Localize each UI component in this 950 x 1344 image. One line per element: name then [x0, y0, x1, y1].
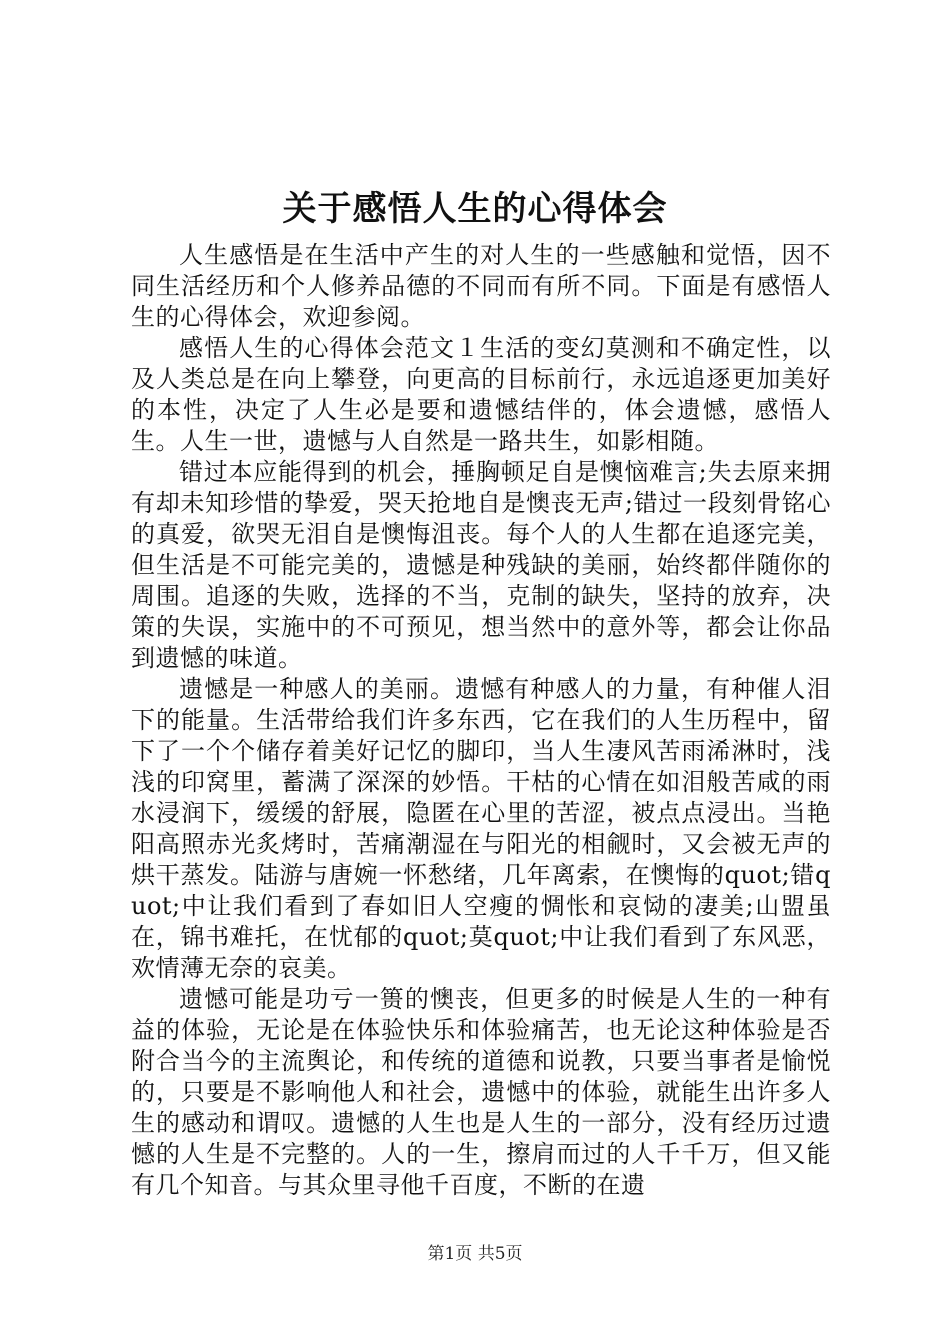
page-number-footer: 第1页 共5页: [427, 1244, 523, 1264]
paragraph-intro: 人生感悟是在生活中产生的对人生的一些感触和觉悟，因不同生活经历和个人修养品德的不同而有所不同。下面是有感悟人生的心得体会，欢迎参阅。: [131, 241, 831, 331]
document-body: [131, 240, 831, 1201]
paragraph-regret-experience: 遗憾可能是功亏一篑的懊丧，但更多的时候是人生的一种有益的体验，无论是在体验快乐和体验痛苦，也无论这种体验是否附合当今的主流舆论，和传统的道德和说教，只要当事者是愉悦的，只要是不影响他人和社会，遗憾中的体验，就能生出许多人生的感动和谓叹。遗憾的人生也是人生的一部分，没有经历过遗憾的人生是不完整的。人的一生，擦肩而过的人千千万，但又能有几个知音。与其众里寻他千百度，不断的在遗: [131, 985, 831, 1199]
paragraph-missed-chances: 错过本应能得到的机会，捶胸顿足自是懊恼难言;失去原来拥有却未知珍惜的挚爱，哭天抢地自是懊丧无声;错过一段刻骨铭心的真爱，欲哭无泪自是懊悔沮丧。每个人的人生都在追逐完美，但生活是不可能完美的，遗憾是种残缺的美丽，始终都伴随你的周围。追逐的失败，选择的不当，克制的缺失，坚持的放弃，决策的失误，实施中的不可预见，想当然中的意外等，都会让你品到遗憾的味道。: [131, 458, 831, 672]
paragraph-regret-beauty: 遗憾是一种感人的美丽。遗憾有种感人的力量，有种催人泪下的能量。生活带给我们许多东西，它在我们的人生历程中，留下了一个个储存着美好记忆的脚印，当人生凄风苦雨浠淋时，浅浅的印窝里，蓄满了深深的妙悟。干枯的心情在如泪般苦咸的雨水浸润下，缓缓的舒展，隐匿在心里的苦涩，被点点浸出。当艳阳高照赤光炙烤时，苦痛潮湿在与阳光的相觎时，又会被无声的烘干蒸发。陆游与唐婉一怀愁绪，几年离索，在懊悔的quot;错quot;中让我们看到了春如旧人空瘦的惆怅和哀恸的凄美;山盟虽在，锦书难托，在忧郁的quot;莫quot;中让我们看到了东风恶，欢情薄无奈的哀美。: [131, 675, 831, 982]
document-title: 关于感悟人生的心得体会: [282, 189, 668, 229]
paragraph-sample-1: 感悟人生的心得体会范文１生活的变幻莫测和不确定性，以及人类总是在向上攀登，向更高的目标前行，永远追逐更加美好的本性，决定了人生必是要和遗憾结伴的，体会遗憾，感悟人生。人生一世，遗憾与人自然是一路共生，如影相随。: [131, 334, 831, 455]
